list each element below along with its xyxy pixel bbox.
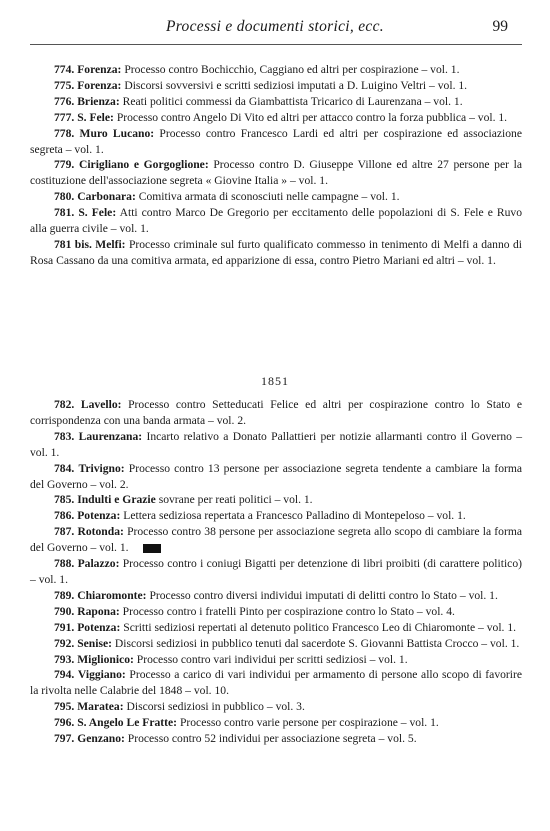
entry-779 — [30, 157, 522, 189]
entry-place: Carbonara: — [77, 190, 136, 204]
running-title: Processi e documenti storici, ecc. — [166, 18, 384, 35]
entry-text: Scritti sediziosi repertati al detenuto politico Francesco Leo di Chiaromonte – vol. 1. — [123, 620, 517, 634]
entry-number: 783. — [54, 429, 75, 443]
entry-number: 786. — [54, 509, 75, 523]
entry-number: 795. — [54, 700, 75, 714]
entry-text: Processo contro 13 persone per associazione segreta tendente a cambiare la forma del Governo – vol. 2. — [30, 461, 523, 491]
entry-796 — [30, 715, 522, 731]
entry-place: Indulti e Grazie — [77, 493, 156, 507]
entry-place: Rotonda: — [77, 525, 124, 539]
entry-place: Forenza: — [77, 63, 122, 76]
entry-number: 790. — [54, 604, 75, 618]
entries-1851-block — [30, 397, 522, 747]
entry-781-bis — [30, 237, 522, 269]
entry-text: Processo contro 38 persone per associazione segreta allo scopo di cambiare la forma del Governo – vol. 1. — [30, 525, 522, 555]
running-head — [0, 18, 550, 42]
entry-text: Processo contro Francesco Lardi ed altri per cospirazione ed associazione segreta – vol. 1. — [30, 126, 522, 156]
entry-number: 779. — [54, 158, 75, 172]
entry-place: Genzano: — [77, 732, 125, 746]
entry-place: S. Fele: — [78, 206, 117, 220]
entry-place: Forenza: — [77, 78, 122, 92]
entry-number: 775. — [54, 78, 75, 92]
ink-blot-mark — [143, 544, 161, 553]
entry-text: Atti contro Marco De Gregorio per eccitamento delle popolazioni di S. Fele e Ruvo alla guerra civile – vol. 1. — [30, 206, 523, 236]
entry-place: Potenza: — [77, 620, 121, 634]
entry-784 — [30, 461, 522, 493]
entry-number: 787. — [54, 525, 75, 539]
entry-786 — [30, 508, 522, 524]
entry-text: Processo contro Bochicchio, Caggiano ed altri per cospirazione – vol. 1. — [124, 63, 460, 76]
entry-text: Processo contro diversi individui imputati di delitti contro lo Stato – vol. 1. — [149, 588, 498, 602]
entry-place: Senise: — [77, 636, 112, 650]
entry-text: Processo criminale sul furto qualificato commesso in tenimento di Melfi a danno di Rosa Cassano da una comitiva armata, ed apparizione di essa, contro Pietro Mariani ed altri – vol. 1. — [30, 237, 522, 267]
entry-text: Comitiva armata di sconosciuti nelle campagne – vol. 1. — [138, 190, 400, 204]
entry-place: Cirigliano e Gorgoglione: — [78, 158, 209, 172]
entry-text: Processo contro varie persone per cospirazione – vol. 1. — [179, 716, 439, 730]
entry-place: Miglionico: — [77, 652, 134, 666]
entry-number: 793. — [54, 652, 75, 666]
entry-number: 791. — [54, 620, 75, 634]
entry-number: 778. — [54, 126, 75, 140]
entry-text: Processo contro i coniugi Bigatti per detenzione di libri proibiti (di carattere politico) – vol. 1. — [30, 557, 522, 586]
entry-780 — [30, 189, 522, 205]
entry-text: Processo contro D. Giuseppe Villone ed altre 27 persone per la costituzione dell'associazione segreta « Giovine Italia » – vol. 1. — [30, 158, 522, 188]
entry-text: Processo contro i fratelli Pinto per cospirazione contro lo Stato – vol. 4. — [122, 604, 455, 618]
entry-text: Processo contro vari individui per scritti sediziosi – vol. 1. — [136, 652, 408, 666]
entry-number: 781 bis. — [54, 237, 92, 251]
entry-place: Potenza: — [77, 509, 121, 523]
entry-774 — [30, 62, 522, 78]
entry-number: 780. — [54, 190, 75, 204]
entry-number: 776. — [54, 94, 75, 108]
entry-788 — [30, 556, 522, 588]
entry-794 — [30, 667, 522, 699]
entry-number: 784. — [54, 461, 75, 475]
entry-text: Discorsi sovversivi e scritti sediziosi imputati a D. Luigino Veltri – vol. 1. — [124, 78, 468, 92]
entry-number: 781. — [54, 206, 75, 220]
entry-place: Trivigno: — [78, 461, 125, 475]
entry-place: Lavello: — [80, 398, 122, 411]
entry-790 — [30, 604, 522, 620]
entry-785 — [30, 492, 522, 508]
entry-778 — [30, 126, 522, 158]
entry-place: Muro Lucano: — [79, 126, 155, 140]
entry-number: 788. — [54, 557, 75, 571]
entry-text: Processo contro Setteducati Felice ed altri per cospirazione contro lo Stato e corrispondenza con una banda armata – vol. 2. — [30, 398, 522, 427]
entry-number: 797. — [54, 732, 75, 746]
entry-place: Rapona: — [77, 604, 120, 618]
entry-797 — [30, 731, 522, 747]
entry-number: 782. — [54, 398, 75, 411]
entry-791 — [30, 620, 522, 636]
entry-place: Brienza: — [77, 94, 120, 108]
entry-781 — [30, 205, 522, 237]
entry-776 — [30, 94, 522, 110]
entry-number: 792. — [54, 636, 75, 650]
page-number: 99 — [492, 18, 508, 35]
entry-775 — [30, 78, 522, 94]
entry-782 — [30, 397, 522, 429]
header-rule — [30, 44, 522, 45]
year-heading: 1851 — [261, 374, 289, 388]
entry-text: sovrane per reati politici – vol. 1. — [158, 493, 313, 507]
entry-number: 794. — [54, 668, 75, 682]
entry-text: Discorsi sediziosi in pubblico tenuti dal sacerdote S. Giovanni Battista Crocco – vol. 1. — [114, 636, 520, 650]
entry-text: Lettera sediziosa repertata a Francesco Palladino di Montepeloso – vol. 1. — [123, 509, 466, 523]
entry-text: Discorsi sediziosi in pubblico – vol. 3. — [126, 700, 305, 714]
entry-number: 777. — [54, 110, 75, 124]
entry-place: Palazzo: — [77, 557, 120, 571]
entry-text: Processo contro Angelo Di Vito ed altri per attacco contro la forza pubblica – vol. 1. — [116, 110, 508, 124]
entry-777 — [30, 110, 522, 126]
entry-text: Processo a carico di vari individui per armamento di persone allo scopo di favorire la rivolta nelle Calabrie del 1848 – vol. 10. — [30, 668, 522, 698]
entry-795 — [30, 699, 522, 715]
entry-792 — [30, 636, 522, 652]
entry-text: Processo contro 52 individui per associazione segreta – vol. 5. — [127, 732, 417, 746]
entry-place: S. Fele: — [77, 110, 114, 124]
entry-783 — [30, 429, 522, 461]
entry-place: Chiaromonte: — [77, 588, 147, 602]
entry-789 — [30, 588, 522, 604]
entry-place: Laurenzana: — [78, 429, 143, 443]
entry-place: S. Angelo Le Fratte: — [77, 716, 178, 730]
entry-number: 785. — [54, 493, 75, 507]
entry-text: Incarto relativo a Donato Pallattieri per notizie allarmanti contro il Governo – vol. 1. — [30, 429, 522, 459]
entry-place: Melfi: — [95, 237, 126, 251]
entry-793 — [30, 652, 522, 668]
entries-1850-block — [30, 62, 522, 269]
entry-text: Reati politici commessi da Giambattista Tricarico di Laurenzana – vol. 1. — [122, 94, 463, 108]
entry-number: 774. — [54, 63, 75, 76]
entry-number: 796. — [54, 716, 75, 730]
entry-place: Viggiano: — [77, 668, 126, 682]
entry-787 — [30, 524, 522, 556]
entry-number: 789. — [54, 588, 75, 602]
entry-place: Maratea: — [77, 700, 124, 714]
